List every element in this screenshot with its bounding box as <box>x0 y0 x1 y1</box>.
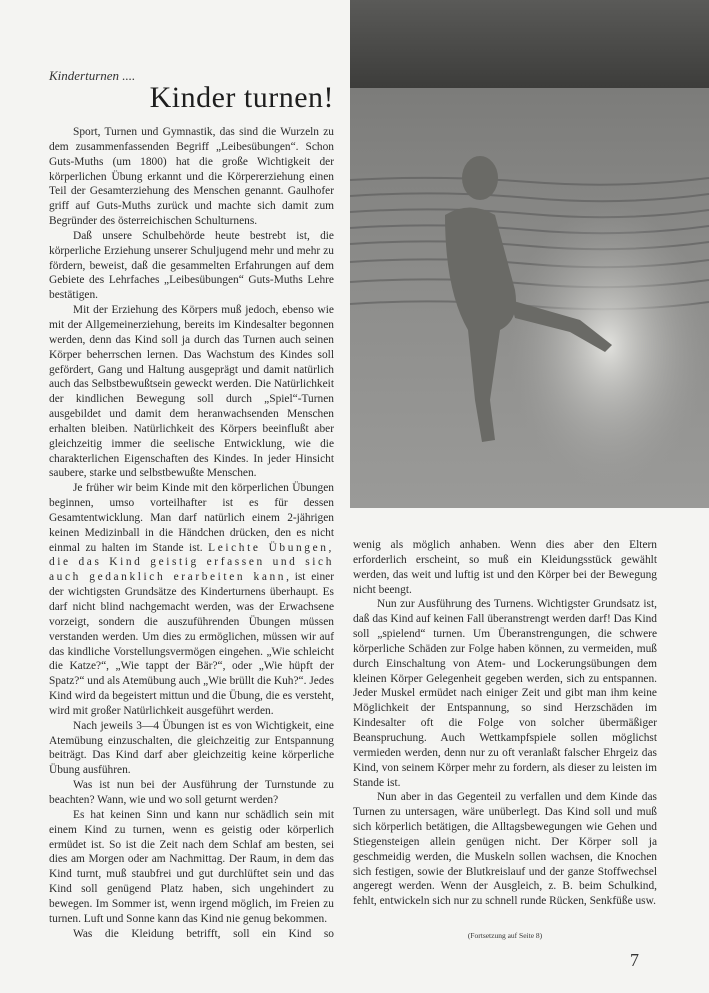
paragraph <box>49 481 334 719</box>
paragraph: Nun aber in das Gegenteil zu verfallen und dem Kinde das Turnen zu untersagen, wäre unüberlegt. Das Kind soll und muß sich körperlich betätigen, die Alltagsbewegungen wie Gehen und Stiegensteigen allein genügen nicht. Der Körper soll ja geschmeidig werden, die Muskeln sollen wachsen, die Knochen sich festigen, sowie der Blutkreislauf und der ganze Stoffwechsel angeregt werden. Wenn der Ausgleich, z. B. beim Schulkind, fehlt, entwickeln sich nur zu schnell runde Rücken, Senkfüße usw. <box>353 791 657 908</box>
paragraph: Daß unsere Schulbehörde heute bestrebt ist, die körperliche Erziehung unserer Schuljugend mehr und mehr zu fördern, beweist, daß die gesammelten Erfahrungen auf dem Gebiete des Lehrfaches „Leibesübungen“ Guts-Muths Lehre bestätigen. <box>49 229 334 302</box>
photo-splash <box>350 0 709 508</box>
page-number: 7 <box>630 950 639 970</box>
paragraph: Nach jeweils 3—4 Übungen ist es von Wichtigkeit, eine Atemübung einzuschalten, die gleichzeitig zur Entspannung beiträgt. Das Kind darf aber gleichzeitig keine körperliche Übung ausführen. <box>49 719 334 777</box>
continued-note: (Fortsetzung auf Seite 8) <box>467 931 543 940</box>
emphasized-text: Leichte Übungen, die das Kind geistig erfassen und sich auch gedanklich erarbeiten kann <box>49 541 334 584</box>
paragraph-text: Je früher wir beim Kinde mit den körperlichen Übungen beginnen, umso vorteilhafter ist es für dessen Gesamtentwicklung. Man darf natürlich einem 2-jährigen keinen Medizinball in die Händchen drücken, den es nicht einmal zu halten im Stande ist. <box>49 482 334 554</box>
paragraph: Mit der Erziehung des Körpers muß jedoch, ebenso wie mit der Allgemeinerziehung, bereits im Kindesalter begonnen werden, denn das Kind soll ja durch das Turnen auch seinen Körper beherrschen lernen. Das Wachstum des Kindes soll gefördert, Gang und Haltung ausgeprägt und damit natürlich auch das Selbstbewußtsein geweckt werden. Die Natürlichkeit der kindlichen Bewegung soll durch „Spiel“-Turnen ausgebildet und damit dem heranwachsenden Menschen erhalten bleiben. Natürlichkeit des Körpers beeinflußt aber gleichzeitig immer die seelische Entwicklung, wie die charakterlichen Eigenschaften des Kindes. In jeder Hinsicht saubere, starke und selbstbewußte Menschen. <box>49 304 334 480</box>
article-title: Kinder turnen! <box>149 81 334 114</box>
paragraph: Sport, Turnen und Gymnastik, das sind die Wurzeln zu dem zusammenfassenden Begriff „Leibesübungen“. Schon Guts-Muths (um 1800) hat die große Wichtigkeit der körperlichen Übung erkannt und die Körpererziehung einen Teil der Gesamterziehung des Menschen genannt. Gaulhofer griff auf Guts-Muths zurück und machte sich damit zum Begründer des österreichischen Schulturnens. <box>49 126 334 228</box>
paragraph: Nun zur Ausführung des Turnens. Wichtigster Grundsatz ist, daß das Kind auf keinen Fall überanstrengt werden darf! Das Kind soll „spielend“ turnen. Um Überanstrengungen, die schwere körperliche Schäden zur Folge haben können, zu vermeiden, muß durch Einschaltung von Atem- und Lockerungsübungen dem kleinen Körper Gelegenheit gegeben werden, sich zu entspannen. Jeder Muskel ermüdet nach einiger Zeit und gibt man ihm keine Möglichkeit der Entspannung, so sind Herzschäden im Kindesalter oft die Folge von solcher übermäßiger Beanspruchung. Auch Wettkampfspiele sollen möglichst vermieden werden, denn nur zu oft veranlaßt falscher Ehrgeiz das Kind, von seinem Körper mehr zu fordern, als dieser zu leisten im Stande ist. <box>353 598 657 789</box>
photo-image <box>350 0 709 508</box>
photo <box>350 0 709 508</box>
paragraph-text: , ist einer der wichtigsten Grundsätze des Kinderturnens überhaupt. Es darf nicht blind nachgemacht werden, was der Erwachsene vorzeigt, sondern die auszuführenden Übungen müssen verstanden werden. Um dies zu ermöglichen, müssen wir auf das kindliche Vorstellungsvermögen eingehen. „Wie schleicht die Katze?“, „Wie tappt der Bär?“, oder „Wie hüpft der Spatz?“ und als Atemübung auch „Wie brüllt die Kuh?“. Jedes Kind wird da begeistert mittun und die Übung, die es versteht, wird mit großer Natürlichkeit ausgeführt werden. <box>49 571 334 717</box>
left-column <box>49 125 334 941</box>
section-kicker: Kinderturnen .... <box>49 68 136 83</box>
paragraph: Was die Kleidung betrifft, soll ein Kind so <box>73 927 334 940</box>
paragraph: Es hat keinen Sinn und kann nur schädlich sein mit einem Kind zu turnen, wenn es geistig oder körperlich ermüdet ist. So ist die Zeit nach dem Schlaf am besten, sei dies am Morgen oder am Nachmittag. Der Raum, in dem das Kind turnt, muß staubfrei und gut durchlüftet sein und das Kind soll genügend Platz haben, sich ungehindert zu bewegen. Im Sommer ist, wenn irgend möglich, im Freien zu turnen. Luft und Sonne kann das Kind nie genug bekommen. <box>49 808 334 925</box>
right-column <box>353 538 657 909</box>
paragraph: Was ist nun bei der Ausführung der Turnstunde zu beachten? Wann, wie und wo soll geturnt werden? <box>49 779 334 806</box>
paragraph: wenig als möglich anhaben. Wenn dies aber den Eltern erforderlich erscheint, so muß ein Kleidungsstück gewählt werden, das weit und luftig ist und den Körper bei der Bewegung nicht beengt. <box>353 539 657 596</box>
